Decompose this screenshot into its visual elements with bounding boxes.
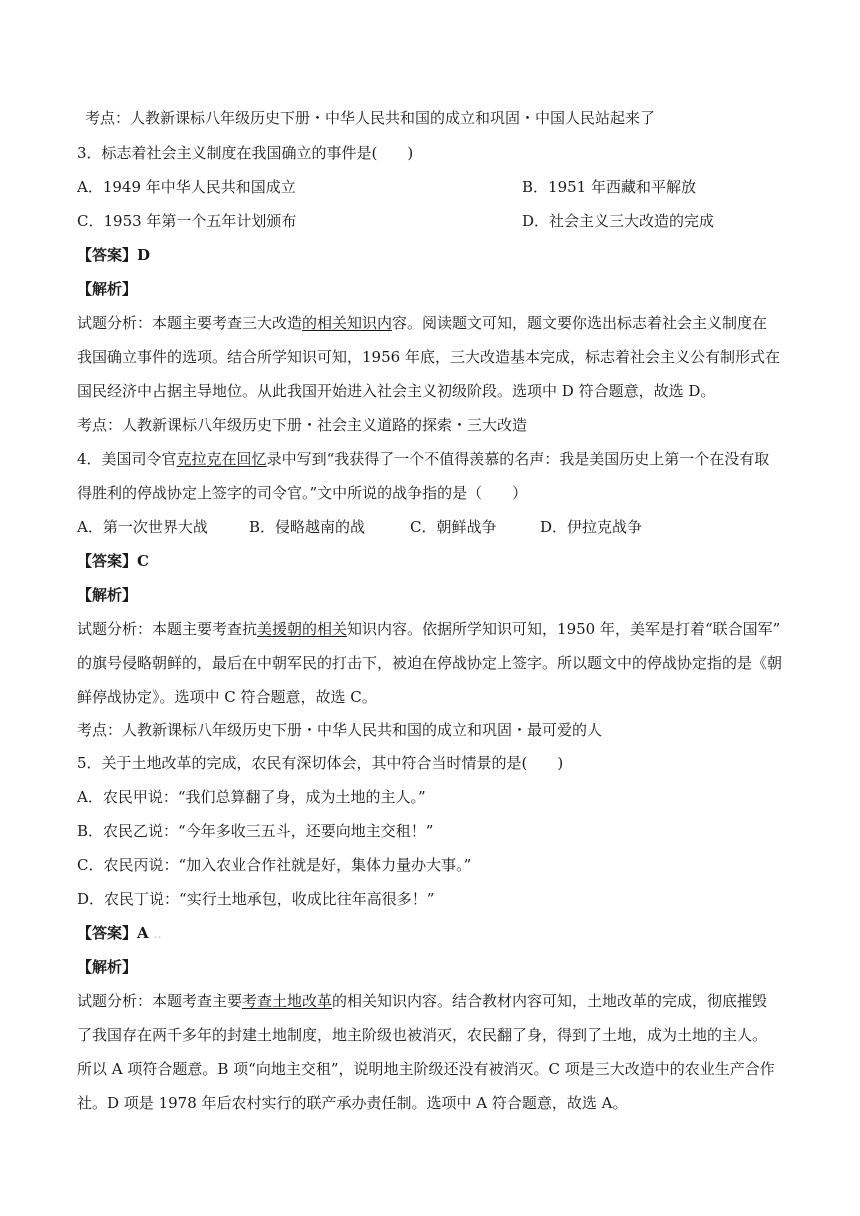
q5-stem: 5．关于土地改革的完成，农民有深切体会，其中符合当时情景的是( ) <box>77 754 564 772</box>
q3-analysis-heading: 【解析】 <box>77 280 138 298</box>
q5-analysis-text: 试题分析：本题考查主要 <box>77 992 243 1010</box>
q3-analysis-text: 试题分析：本题主要考查三大改造 <box>77 314 303 332</box>
q4-stem-line-2: 得胜利的停战协定上签字的司令官。”文中所说的战争指的是（ ） <box>77 484 528 502</box>
q4-analysis-line-3: 鲜停战协定》。选项中 C 符合题意，故选 C。 <box>77 688 377 706</box>
q4-stem-underline: 克拉克在回忆 <box>176 450 267 468</box>
q5-analysis-heading: 【解析】 <box>77 958 138 976</box>
q4-analysis-underline: 美援朝的相关 <box>257 620 348 638</box>
q4-option-a: A．第一次世界大战 <box>77 518 208 536</box>
q3-answer: 【答案】D <box>77 246 151 264</box>
q3-option-a: A．1949 年中华人民共和国成立 <box>77 178 296 196</box>
q4-analysis-line-2: 的旗号侵略朝鲜的，最后在中朝军民的打击下，被迫在停战协定上签字。所以题文中的停战协定指的是《朝 <box>77 654 783 672</box>
q4-stem-text: 录中写到“我获得了一个不值得羡慕的名声：我是美国历史上第一个在没有取 <box>266 450 770 468</box>
q4-analysis-line-1 <box>77 619 780 639</box>
q5-analysis-line-3: 所以 A 项符合题意。B 项“向地主交租”，说明地主阶级还没有被消灭。C 项是三大改造中的农业生产合作 <box>77 1060 775 1078</box>
q3-analysis-underline: 的相关知识内 <box>302 314 393 332</box>
q5-analysis-line-2: 了我国存在两千多年的封建土地制度，地主阶级也被消灭，农民翻了身，得到了土地，成为土地的主人。 <box>77 1026 768 1044</box>
q3-analysis-line-2: 我国确立事件的选项。结合所学知识可知，1956 年底，三大改造基本完成，标志着社会主义公有制形式在 <box>77 348 780 366</box>
q3-analysis-line-3: 国民经济中占据主导地位。从此我国开始进入社会主义初级阶段。选项中 D 符合题意，故选 D。 <box>77 382 716 400</box>
q4-stem-text: 4．美国司令官 <box>77 450 177 468</box>
q4-kaodian: 考点：人教新课标八年级历史下册・中华人民共和国的成立和巩固・最可爱的人 <box>77 721 603 739</box>
q3-analysis-line-1 <box>77 313 767 333</box>
q5-answer-line <box>77 923 162 946</box>
q3-option-b: B．1951 年西藏和平解放 <box>522 178 696 196</box>
q5-answer: 【答案】A <box>77 924 149 942</box>
q5-answer-mark: .. <box>153 931 163 941</box>
q5-analysis-text: 的相关知识内容。结合教材内容可知，土地改革的完成，彻底摧毁 <box>332 992 768 1010</box>
q5-option-b: B．农民乙说：“今年多收三五斗，还要向地主交租！” <box>77 822 434 840</box>
q4-stem-line-1 <box>77 449 769 469</box>
q3-stem: 3．标志着社会主义制度在我国确立的事件是( ) <box>77 144 414 162</box>
q5-option-c: C．农民丙说：“加入农业合作社就是好，集体力量办大事。” <box>77 856 472 874</box>
q3-kaodian: 考点：人教新课标八年级历史下册・社会主义道路的探索・三大改造 <box>77 416 528 434</box>
q4-analysis-text: 试题分析：本题主要考查抗 <box>77 620 258 638</box>
q4-analysis-heading: 【解析】 <box>77 586 138 604</box>
q5-option-a: A．农民甲说：“我们总算翻了身，成为土地的主人。” <box>77 788 426 806</box>
q5-analysis-underline: 考查土地改革 <box>242 992 333 1010</box>
q3-option-d: D．社会主义三大改造的完成 <box>522 212 715 230</box>
q5-analysis-line-4: 社。D 项是 1978 年后农村实行的联产承办责任制。选项中 A 符合题意，故选 A。 <box>77 1094 628 1112</box>
q4-analysis-text: 知识内容。依据所学知识可知，1950 年，美军是打着“联合国军” <box>347 620 781 638</box>
q4-option-c: C．朝鲜战争 <box>410 518 497 536</box>
q4-option-d: D．伊拉克战争 <box>540 518 643 536</box>
q3-option-c: C．1953 年第一个五年计划颁布 <box>77 212 297 230</box>
q4-answer: 【答案】C <box>77 552 149 570</box>
q5-analysis-line-1 <box>77 991 767 1011</box>
q5-option-d: D．农民丁说：“实行土地承包，收成比往年高很多！” <box>77 890 435 908</box>
kaodian-top: 考点：人教新课标八年级历史下册・中华人民共和国的成立和巩固・中国人民站起来了 <box>85 109 656 127</box>
q3-analysis-text: 容。阅读题文可知，题文要你选出标志着社会主义制度在 <box>392 314 768 332</box>
q4-option-b: B．侵略越南的战 <box>249 518 366 536</box>
